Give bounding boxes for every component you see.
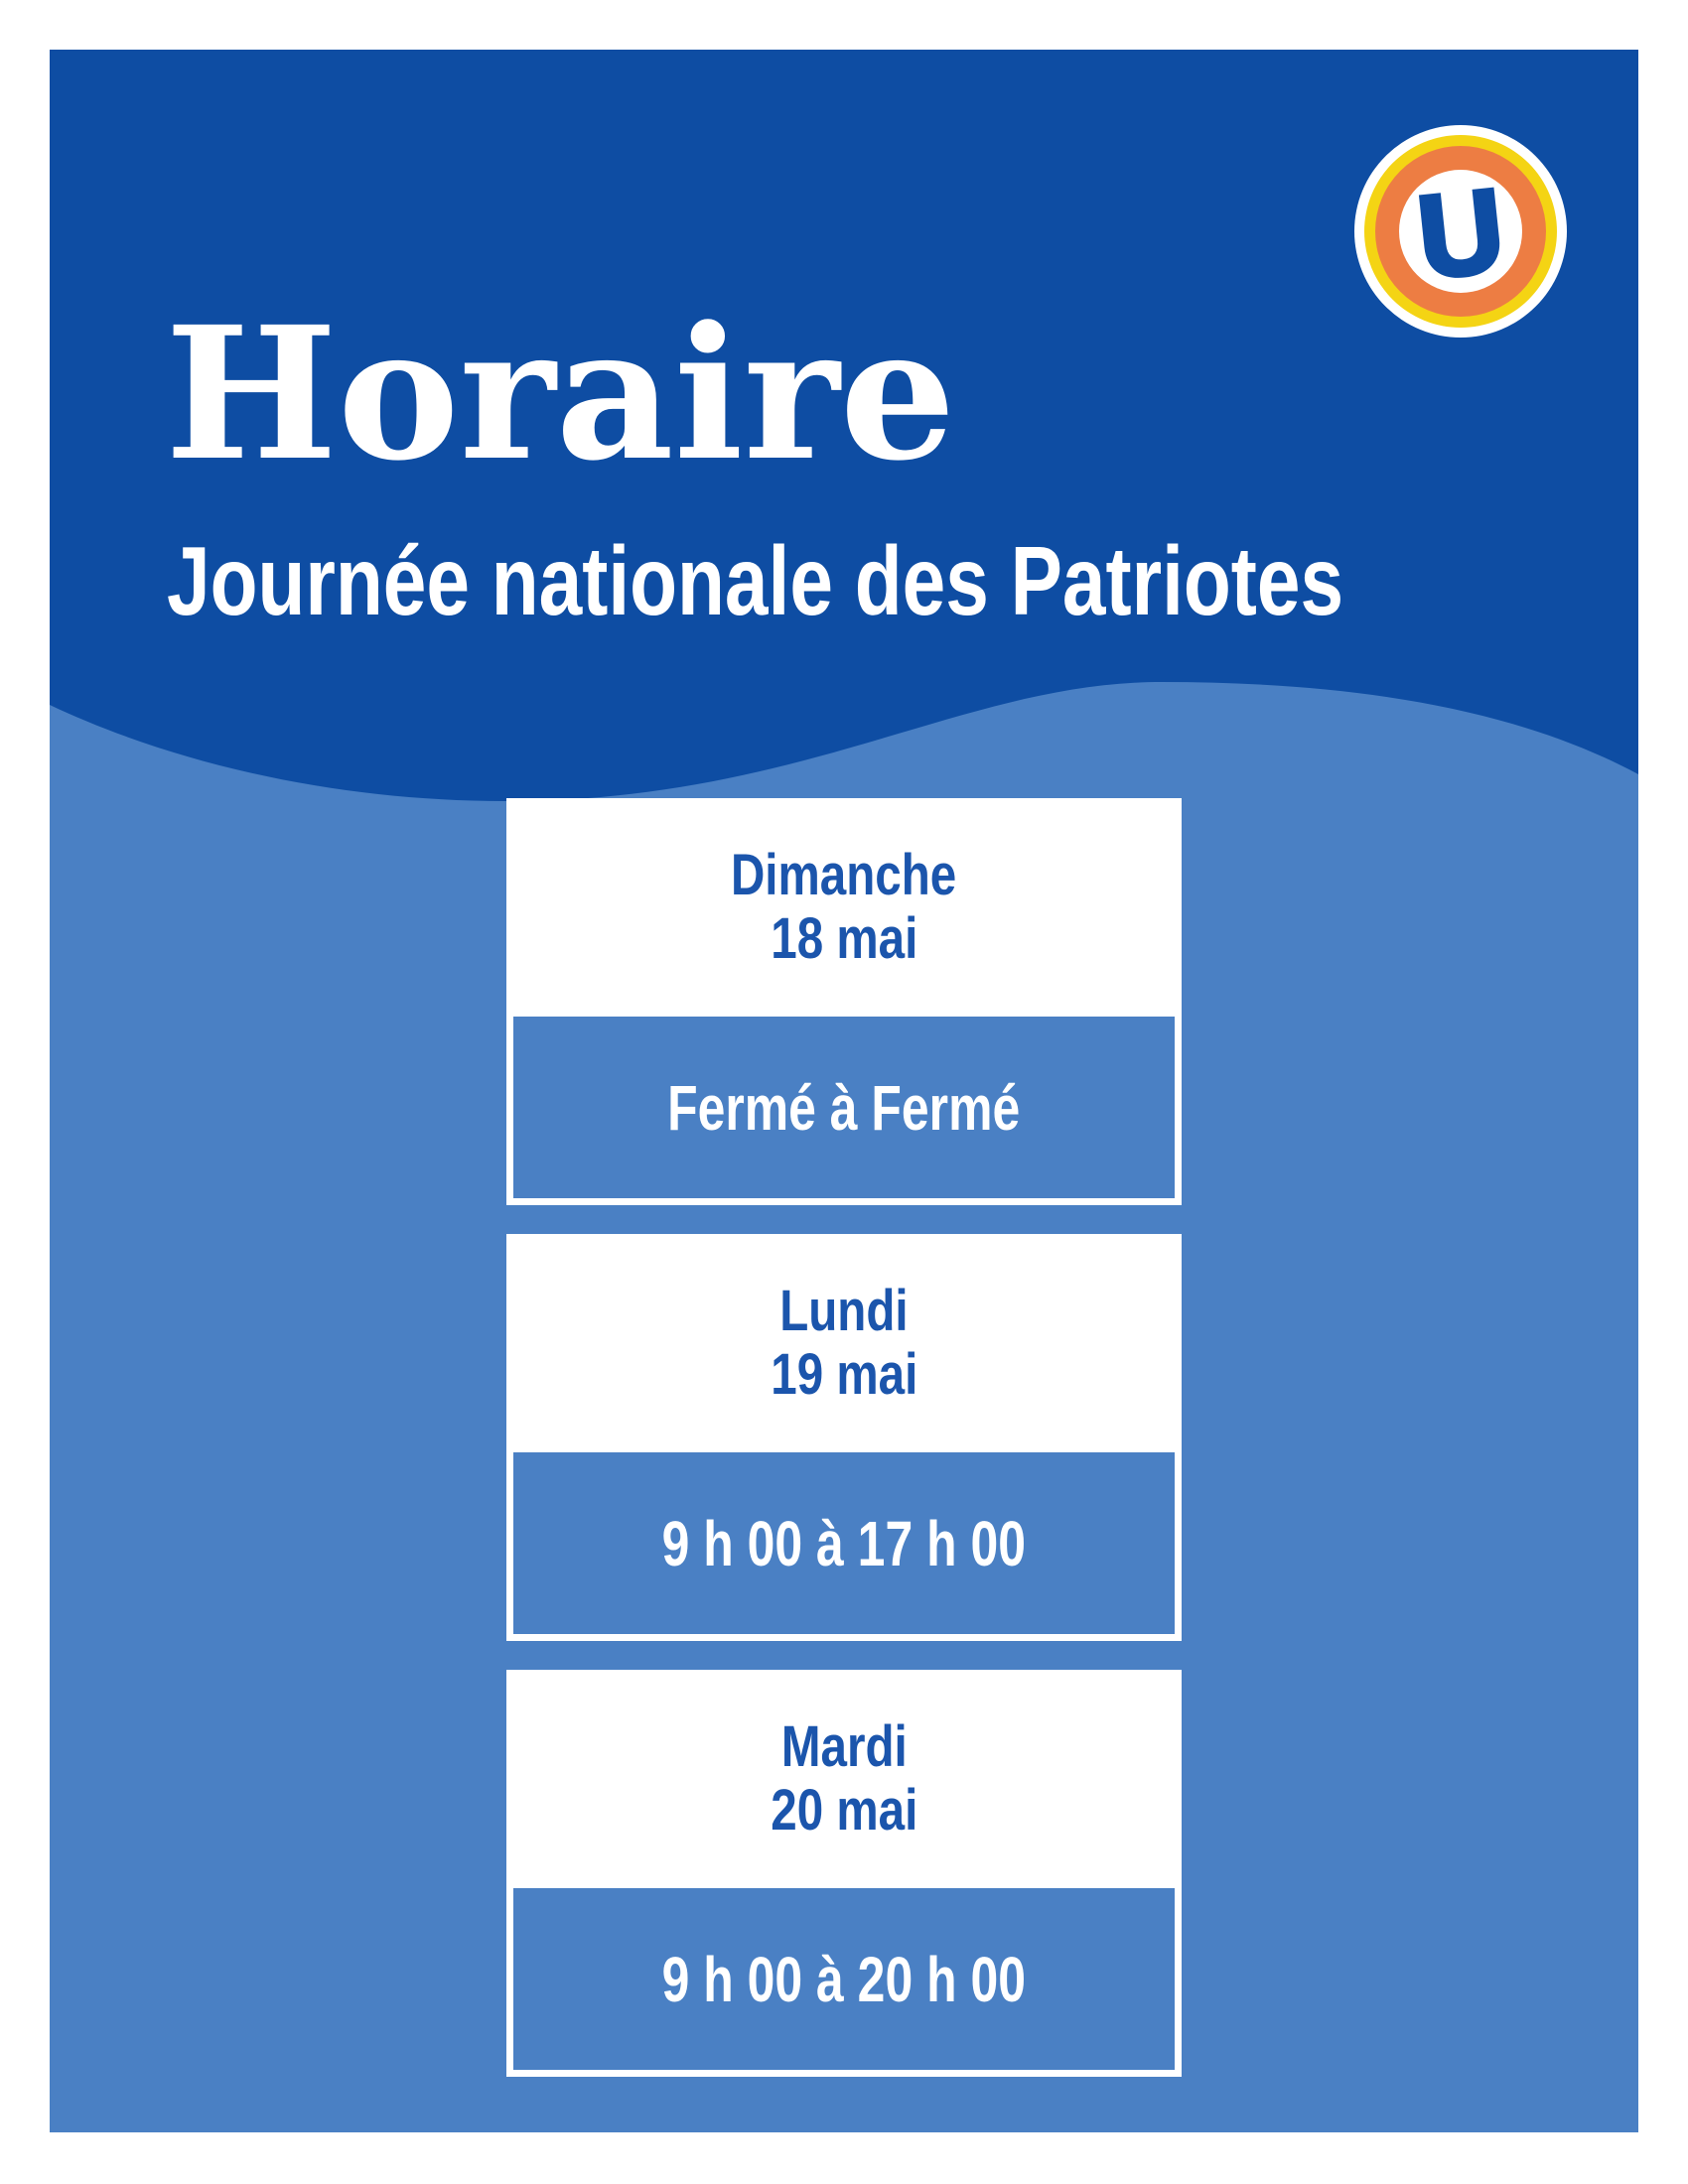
card-day-date xyxy=(513,1670,1175,1888)
card-date: 19 mai xyxy=(770,1342,918,1407)
brand-logo-icon xyxy=(1351,122,1570,341)
schedule-card-sunday xyxy=(506,798,1182,1205)
card-date-line xyxy=(755,1779,934,1843)
poster-title: Horaire xyxy=(165,287,956,501)
card-hours: 9 h 00 à 20 h 00 xyxy=(661,1943,1027,2015)
card-hours-band xyxy=(513,1017,1175,1198)
card-hours-band xyxy=(513,1452,1175,1634)
card-date-line xyxy=(755,907,934,971)
card-hours-band xyxy=(513,1888,1175,2070)
card-day: Mardi xyxy=(780,1714,908,1779)
card-hours: Fermé à Fermé xyxy=(667,1071,1021,1144)
poster-content xyxy=(50,50,1638,2132)
logo-letter: U xyxy=(1412,164,1510,305)
card-day-line xyxy=(768,1715,921,1779)
schedule-card-tuesday xyxy=(506,1670,1182,2077)
card-day-date xyxy=(513,798,1175,1017)
poster-subtitle-text: Journée nationale des Patriotes xyxy=(167,526,1344,635)
card-day: Dimanche xyxy=(731,843,957,907)
card-day-line xyxy=(706,844,981,907)
card-date-line xyxy=(755,1343,934,1407)
poster-subtitle xyxy=(167,526,1637,635)
card-date: 20 mai xyxy=(770,1778,918,1843)
schedule-card-monday xyxy=(506,1234,1182,1641)
card-day-line xyxy=(766,1280,922,1343)
card-day-date xyxy=(513,1234,1175,1452)
card-date: 18 mai xyxy=(770,906,918,971)
card-day: Lundi xyxy=(779,1279,909,1343)
card-hours: 9 h 00 à 17 h 00 xyxy=(661,1507,1027,1579)
